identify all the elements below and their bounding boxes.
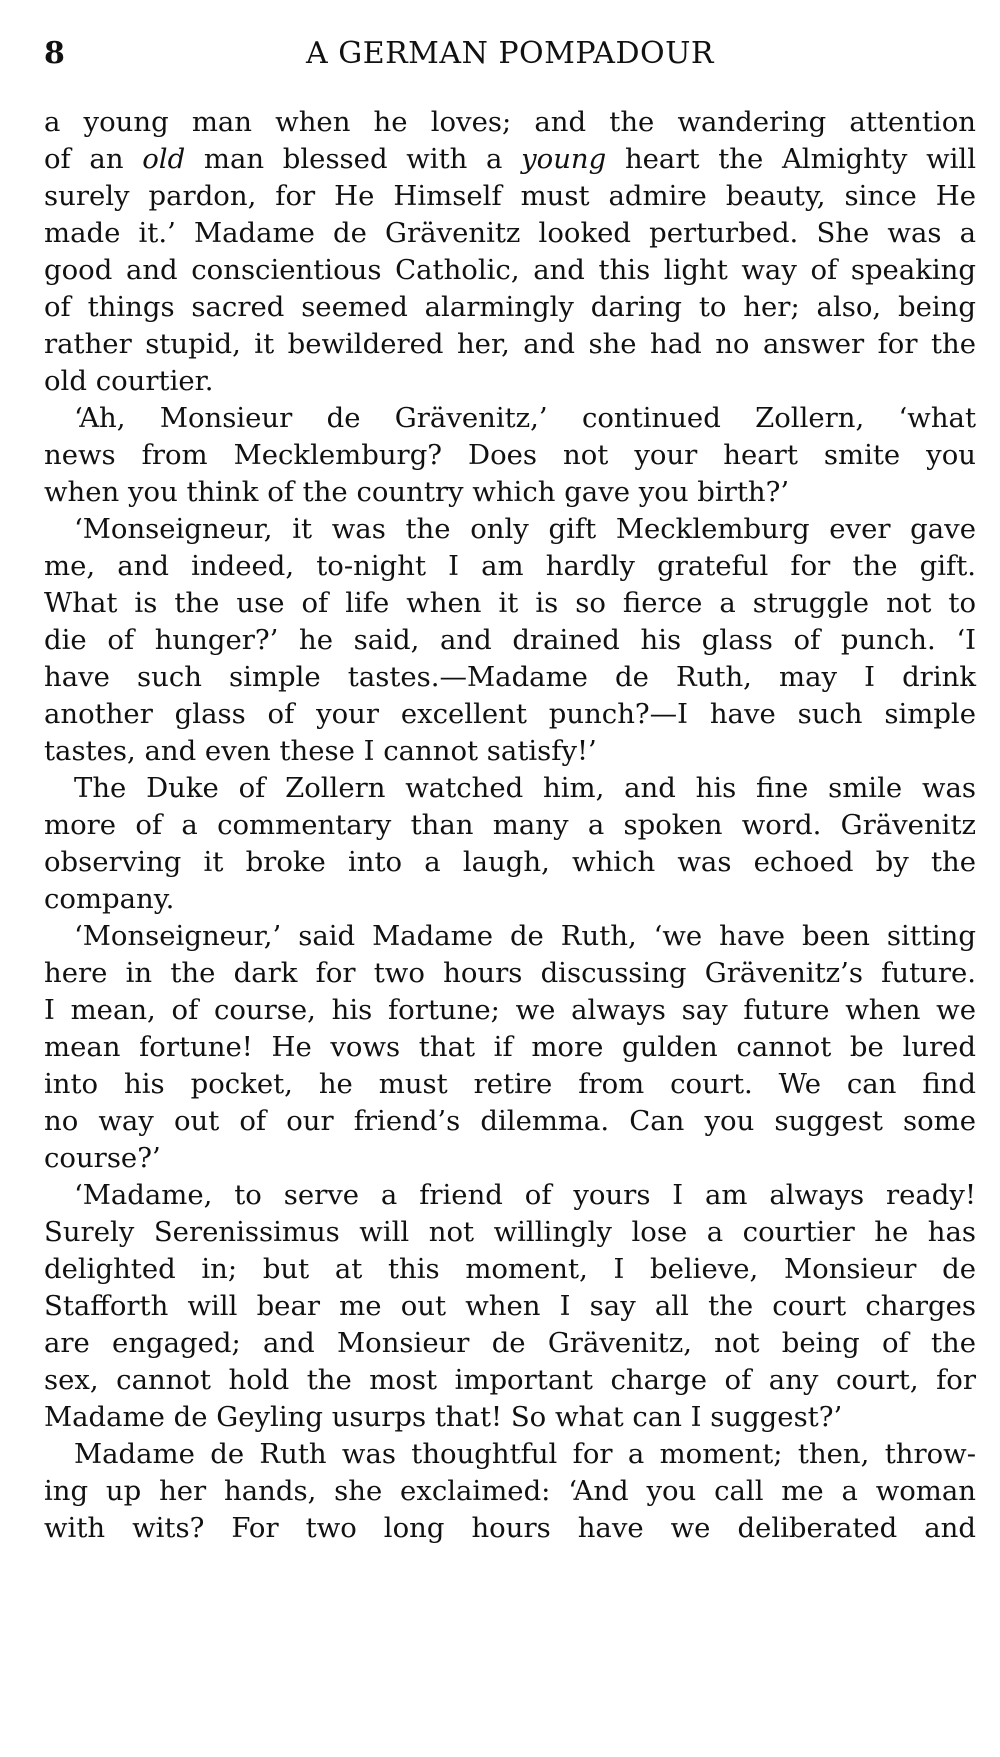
text-line [44, 1214, 976, 1251]
text-line [44, 733, 976, 770]
text-span: with wits? For two long hours have we deliberated and [44, 1512, 976, 1544]
text-line [44, 178, 976, 215]
text-span: into his pocket, he must retire from court. We can find [44, 1068, 976, 1100]
text-line [44, 585, 976, 622]
text-span: Madame de Ruth was thoughtful for a moment; then, throw- [74, 1438, 976, 1470]
text-span: ‘Ah, Monsieur de Grävenitz,’ continued Zollern, ‘what [74, 402, 976, 434]
text-span: The Duke of Zollern watched him, and his fine smile was [74, 772, 976, 804]
running-title: A GERMAN POMPADOUR [306, 36, 714, 71]
text-span: delighted in; but at this moment, I believe, Monsieur de [44, 1253, 976, 1285]
text-span: are engaged; and Monsieur de Grävenitz, not being of the [44, 1327, 976, 1359]
text-line [44, 844, 976, 881]
text-span: I mean, of course, his fortune; we always say future when we [44, 994, 976, 1026]
text-line [44, 1029, 976, 1066]
text-span: heart the Almighty will [606, 143, 976, 175]
text-span: good and conscientious Catholic, and this light way of speaking [44, 254, 976, 286]
text-line [44, 881, 976, 918]
text-line [44, 1436, 976, 1473]
text-line [44, 104, 976, 141]
text-span: of an [44, 143, 143, 175]
text-span: ing up her hands, she exclaimed: ‘And you call me a woman [44, 1475, 976, 1507]
text-line [44, 400, 976, 437]
text-span: a young man when he loves; and the wandering attention [44, 106, 976, 138]
text-line [44, 326, 976, 363]
text-span: Surely Serenissimus will not willingly lose a courtier he has [44, 1216, 976, 1248]
text-span: Madame de Geyling usurps that! So what can I suggest?’ [44, 1401, 843, 1433]
text-span: more of a commentary than many a spoken word. Grävenitz [44, 809, 976, 841]
text-span: here in the dark for two hours discussing Grävenitz’s future. [44, 957, 976, 989]
text-span: have such simple tastes.—Madame de Ruth, may I drink [44, 661, 976, 693]
text-line [44, 1510, 976, 1547]
text-line [44, 770, 976, 807]
text-span: observing it broke into a laugh, which was echoed by the [44, 846, 976, 878]
text-span: rather stupid, it bewildered her, and she had no answer for the [44, 328, 976, 360]
text-line [44, 955, 976, 992]
text-line [44, 1362, 976, 1399]
text-line [44, 622, 976, 659]
text-span: made it.’ Madame de Grävenitz looked perturbed. She was a [44, 217, 976, 249]
text-span: company. [44, 883, 175, 915]
page-header [44, 32, 976, 76]
text-line [44, 474, 976, 511]
text-line [44, 363, 976, 400]
text-line [44, 141, 976, 178]
text-span: when you think of the country which gave you birth?’ [44, 476, 790, 508]
text-span: man blessed with a [185, 143, 522, 175]
text-line [44, 289, 976, 326]
text-span: ‘Monseigneur,’ said Madame de Ruth, ‘we have been sitting [74, 920, 976, 952]
text-span: course?’ [44, 1142, 161, 1174]
text-line [44, 511, 976, 548]
text-span: die of hunger?’ he said, and drained his glass of punch. ‘I [44, 624, 976, 656]
text-span: surely pardon, for He Himself must admire beauty, since He [44, 180, 976, 212]
text-span: me, and indeed, to-night I am hardly grateful for the gift. [44, 550, 976, 582]
text-line [44, 807, 976, 844]
italic-text: young [521, 143, 607, 175]
text-line [44, 1140, 976, 1177]
text-line [44, 918, 976, 955]
text-line [44, 659, 976, 696]
text-span: ‘Madame, to serve a friend of yours I am always ready! [74, 1179, 976, 1211]
text-line [44, 1325, 976, 1362]
text-span: tastes, and even these I cannot satisfy!’ [44, 735, 597, 767]
text-line [44, 1288, 976, 1325]
text-span: Stafforth will bear me out when I say all the court charges [44, 1290, 976, 1322]
body-text [44, 104, 976, 1547]
text-span: of things sacred seemed alarmingly daring to her; also, being [44, 291, 976, 323]
text-line [44, 1399, 976, 1436]
text-line [44, 1473, 976, 1510]
text-span: another glass of your excellent punch?—I have such simple [44, 698, 976, 730]
text-span: sex, cannot hold the most important charge of any court, for [44, 1364, 976, 1396]
page-number: 8 [44, 36, 65, 71]
text-line [44, 1251, 976, 1288]
text-span: no way out of our friend’s dilemma. Can you suggest some [44, 1105, 976, 1137]
text-span: mean fortune! He vows that if more gulden cannot be lured [44, 1031, 976, 1063]
text-span: ‘Monseigneur, it was the only gift Mecklemburg ever gave [74, 513, 976, 545]
text-line [44, 437, 976, 474]
text-line [44, 215, 976, 252]
text-line [44, 252, 976, 289]
italic-text: old [142, 143, 186, 175]
text-span: old courtier. [44, 365, 214, 397]
text-span: What is the use of life when it is so fierce a struggle not to [44, 587, 976, 619]
text-line [44, 696, 976, 733]
text-line [44, 1177, 976, 1214]
text-line [44, 1066, 976, 1103]
text-line [44, 1103, 976, 1140]
text-span: news from Mecklemburg? Does not your heart smite you [44, 439, 976, 471]
text-line [44, 548, 976, 585]
text-line [44, 992, 976, 1029]
